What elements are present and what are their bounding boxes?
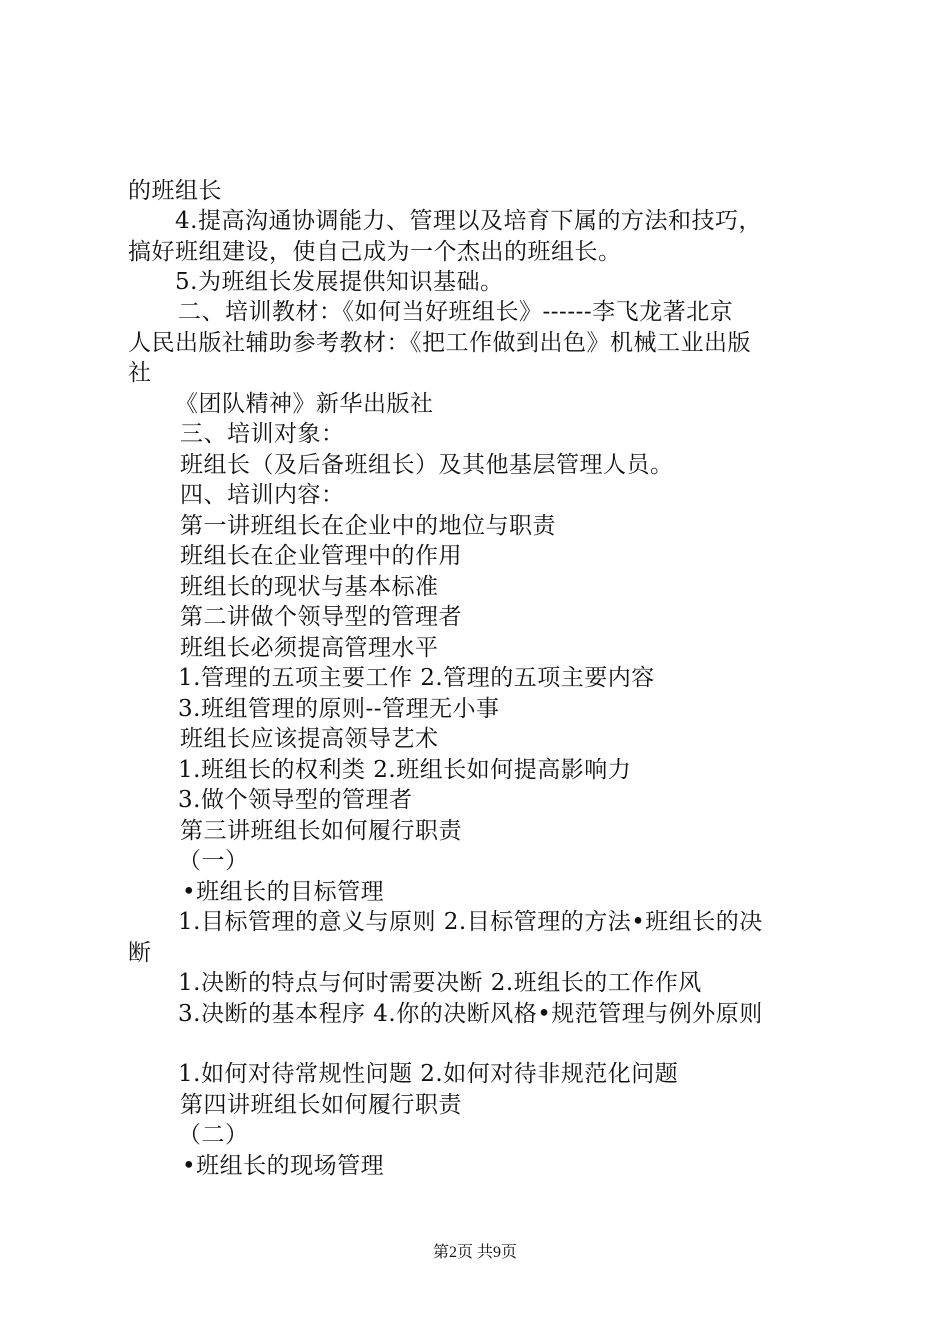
text-line: 班组长应该提高领导艺术 — [180, 726, 439, 752]
text-line: •班组长的目标管理 — [182, 879, 385, 905]
text-line: 人民出版社辅助参考教材：《把工作做到出色》机械工业出版 — [128, 330, 751, 356]
text-line: •班组长的现场管理 — [182, 1153, 385, 1179]
text-line: 《团队精神》新华出版社 — [175, 391, 434, 417]
text-line: （二） — [178, 1122, 249, 1148]
text-line: 搞好班组建设，使自己成为一个杰出的班组长。 — [128, 239, 622, 265]
text-line: 3.决断的基本程序 4.你的决断风格•规范管理与例外原则 — [178, 1001, 763, 1027]
text-line: 二、培训教材：《如何当好班组长》------李飞龙著北京 — [178, 299, 734, 325]
text-line: 第三讲班组长如何履行职责 — [180, 818, 462, 844]
text-line: 三、培训对象： — [180, 421, 345, 447]
text-line: 1.如何对待常规性问题 2.如何对待非规范化问题 — [178, 1061, 679, 1087]
text-line: 5.为班组长发展提供知识基础。 — [175, 269, 504, 295]
text-line: 四、培训内容： — [180, 482, 345, 508]
text-line: 1.决断的特点与何时需要决断 2.班组长的工作作风 — [178, 970, 702, 996]
page-number-footer: 第2页 共9页 — [432, 1244, 517, 1261]
text-line: 班组长在企业管理中的作用 — [180, 543, 462, 569]
text-line: 4.提高沟通协调能力、管理以及培育下属的方法和技巧， — [175, 208, 762, 234]
text-line: 1.目标管理的意义与原则 2.目标管理的方法•班组长的决 — [178, 909, 763, 935]
text-line: 社 — [128, 360, 152, 386]
text-line: 班组长必须提高管理水平 — [180, 635, 439, 661]
text-line: 断 — [128, 940, 152, 966]
text-line: 第一讲班组长在企业中的地位与职责 — [180, 513, 556, 539]
text-line: 的班组长 — [128, 178, 222, 204]
text-line: 第二讲做个领导型的管理者 — [180, 604, 462, 630]
text-line: 班组长的现状与基本标准 — [180, 574, 439, 600]
text-line: 3.做个领导型的管理者 — [178, 787, 413, 813]
text-line: 第四讲班组长如何履行职责 — [180, 1092, 462, 1118]
text-line: 1.班组长的权利类 2.班组长如何提高影响力 — [178, 757, 632, 783]
text-line: 班组长（及后备班组长）及其他基层管理人员。 — [180, 452, 674, 478]
text-line: （一） — [178, 848, 249, 874]
text-line: 3.班组管理的原则--管理无小事 — [178, 696, 500, 722]
text-line: 1.管理的五项主要工作 2.管理的五项主要内容 — [178, 665, 655, 691]
